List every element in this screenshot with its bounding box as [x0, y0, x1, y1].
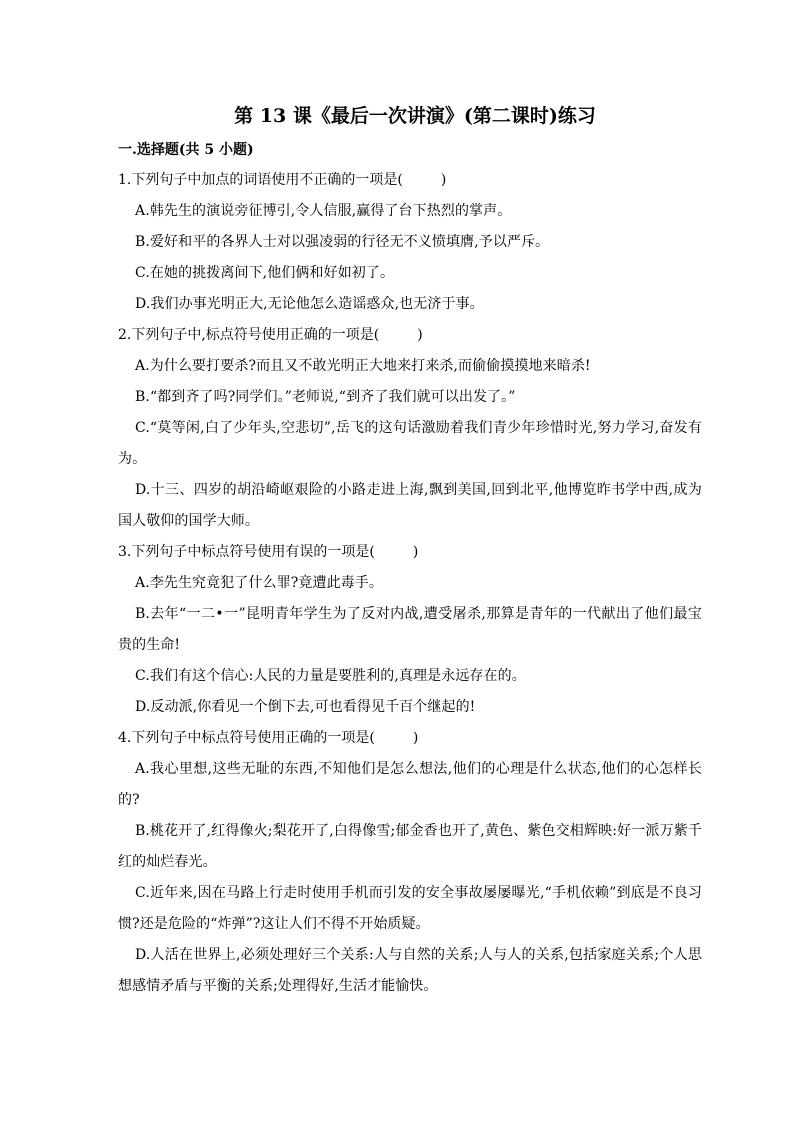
option-a: A.为什么要打要杀?而且又不敢光明正大地来打来杀,而偷偷摸摸地来暗杀! [135, 358, 591, 374]
answer-paren-close: ) [412, 730, 419, 746]
question-stem-text: 2.下列句子中,标点符号使用正确的一项是( [118, 327, 380, 343]
question-stem [118, 723, 702, 754]
option-a: A.我心里想,这些无耻的东西,不知他们是怎么想法,他们的心理是什么状态,他们的心怎样长的? [118, 761, 702, 808]
option-a: A.韩先生的演说旁征博引,令人信服,赢得了台下热烈的掌声。 [135, 203, 512, 219]
option-b: B.“都到齐了吗?同学们。”老师说,“到齐了我们就可以出发了。” [135, 389, 516, 405]
question-stem [118, 537, 702, 568]
section-heading: 一.选择题(共 5 小题) [118, 142, 254, 158]
option-c: C.我们有这个信心:人民的力量是要胜利的,真理是永远存在的。 [135, 668, 526, 684]
answer-paren-close: ) [440, 172, 447, 188]
document-title: 第 13 课《最后一次讲演》(第二课时)练习 [234, 105, 596, 127]
question-stem-text: 4.下列句子中标点符号使用正确的一项是( [118, 730, 375, 746]
question-stem-text: 3.下列句子中标点符号使用有误的一项是( [118, 544, 375, 560]
answer-paren-close: ) [417, 327, 423, 343]
option-b: B.爱好和平的各界人士对以强凌弱的行径无不义愤填膺,予以严斥。 [135, 234, 550, 250]
option-a: A.李先生究竟犯了什么罪?竟遭此毒手。 [135, 575, 383, 591]
option-c: C.在她的挑拨离间下,他们俩和好如初了。 [135, 265, 395, 281]
question-4 [118, 723, 702, 1002]
option-d: D.十三、四岁的胡沿崎岖艰险的小路走进上海,飘到美国,回到北平,他博览昨书学中西,成为国人敬仰的国学大师。 [118, 482, 702, 529]
option-c: C.近年来,因在马路上行走时使用手机而引发的安全事故屡屡曝光,“手机依赖”到底是不良习惯?还是危险的“炸弹”?这让人们不得不开始质疑。 [118, 885, 702, 932]
option-b: B.桃花开了,红得像火;梨花开了,白得像雪;郁金香也开了,黄色、紫色交相辉映:好一派万紫千红的灿烂春光。 [118, 823, 702, 870]
option-c: C.“莫等闲,白了少年头,空悲切”,岳飞的这句话激励着我们青少年珍惜时光,努力学习,奋发有为。 [118, 420, 702, 467]
question-3 [118, 537, 702, 723]
answer-paren-close: ) [412, 544, 419, 560]
option-b: B.去年“一二•一”昆明青年学生为了反对内战,遭受屠杀,那算是青年的一代献出了他们最宝贵的生命! [118, 606, 702, 653]
option-d: D.人活在世界上,必须处理好三个关系:人与自然的关系;人与人的关系,包括家庭关系;个人思想感情矛盾与平衡的关系;处理得好,生活才能愉快。 [118, 947, 702, 994]
question-2 [118, 320, 702, 537]
question-stem [118, 320, 702, 351]
question-stem-text: 1.下列句子中加点的词语使用不正确的一项是( [118, 172, 403, 188]
question-1 [118, 165, 702, 320]
option-d: D.反动派,你看见一个倒下去,可也看得见千百个继起的! [135, 699, 476, 715]
option-d: D.我们办事光明正大,无论他怎么造谣惑众,也无济于事。 [135, 296, 484, 312]
question-stem [118, 165, 702, 196]
